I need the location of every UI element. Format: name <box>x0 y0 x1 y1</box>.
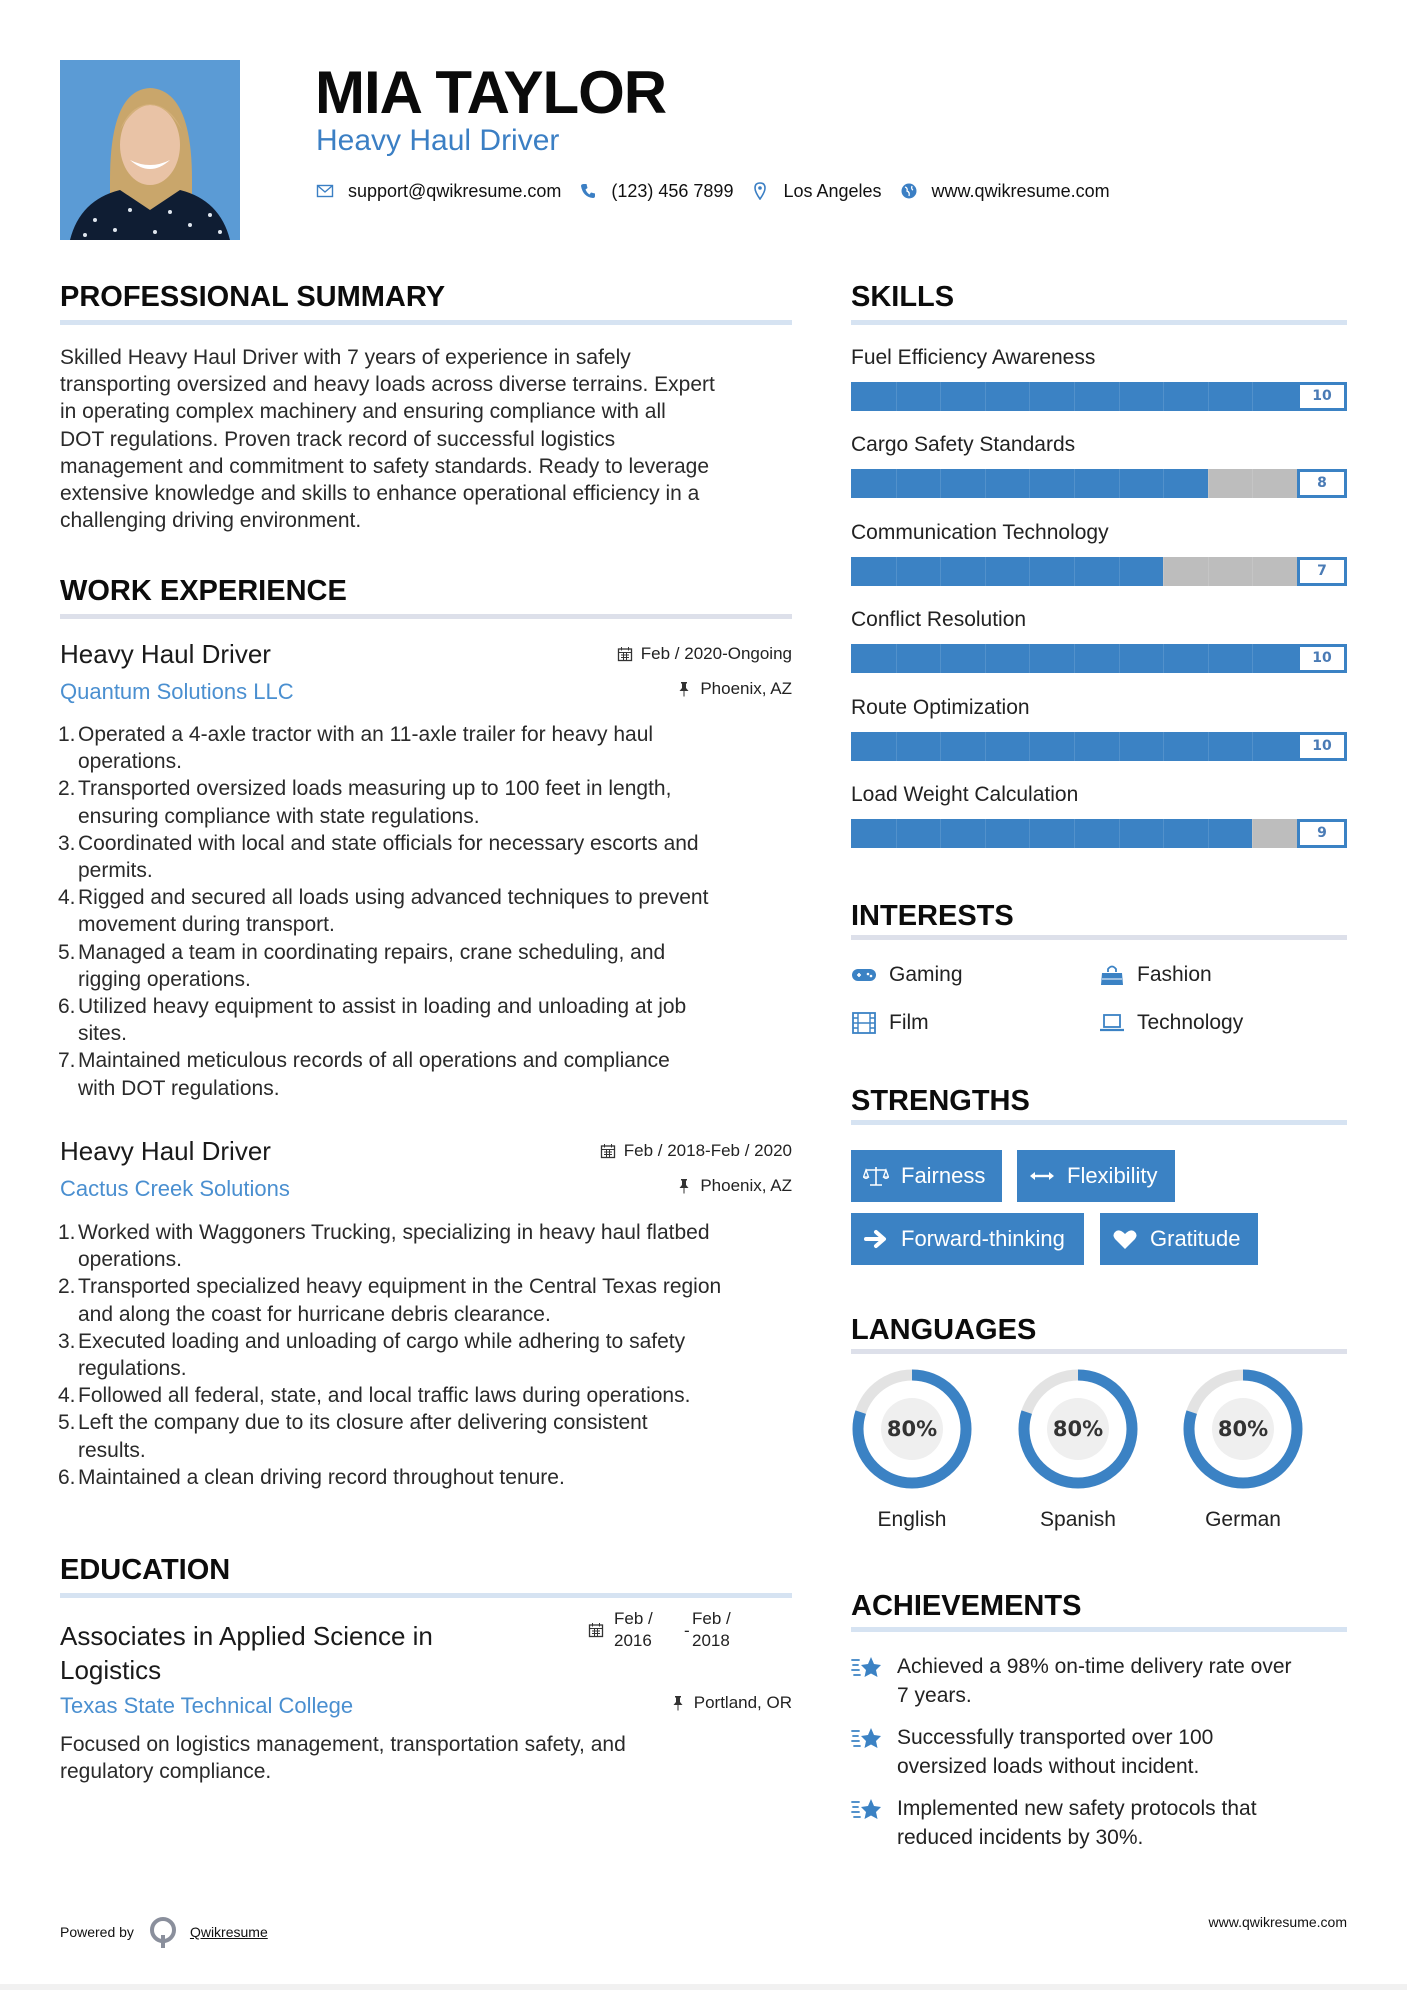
skill-bar-segment <box>896 557 897 586</box>
footer-powered-by <box>60 1915 268 1949</box>
skills-divider <box>851 320 1347 325</box>
experience-divider <box>60 614 792 619</box>
candidate-name: MIA TAYLOR <box>315 59 667 126</box>
summary-divider <box>60 320 792 325</box>
summary-line: DOT regulations. Proven track record of successful logistics <box>60 427 616 451</box>
contact-website[interactable] <box>900 178 1110 204</box>
skill-bar-segment <box>1119 382 1120 411</box>
contact-bar <box>316 178 1128 204</box>
achievements-heading: ACHIEVEMENTS <box>851 1590 1082 1622</box>
skill-score: 10 <box>1297 644 1347 673</box>
skill-bar-segment <box>1029 819 1030 848</box>
skill-label: Load Weight Calculation <box>851 783 1079 806</box>
interest-film: Film <box>851 1009 929 1037</box>
skill-bar-segment <box>1074 382 1075 411</box>
pushpin-icon <box>676 681 692 697</box>
skill-bar-segment <box>896 819 897 848</box>
education-description: Focused on logistics management, transportation safety, and regulatory compliance. <box>60 1733 626 1784</box>
balance-scale-icon <box>863 1165 889 1187</box>
list-item: 1. Worked with Waggoners Trucking, specializing in heavy haul flatbed operations. <box>58 1221 710 1272</box>
education-location-text: Portland, OR <box>693 1693 792 1712</box>
school-name: Texas State Technical College <box>60 1693 354 1718</box>
phone-icon <box>579 182 597 200</box>
skill-bar-fill <box>851 382 1347 411</box>
skill-bar-segment <box>940 644 941 673</box>
skill-label: Conflict Resolution <box>851 608 1027 631</box>
language-percent: 80% <box>1052 1417 1104 1441</box>
skill-bar-segment <box>1119 732 1120 761</box>
job-location-text: Phoenix, AZ <box>700 679 792 698</box>
portrait-image <box>60 60 240 240</box>
skill-label: Fuel Efficiency Awareness <box>851 346 1096 369</box>
skill-bar-segment <box>896 469 897 498</box>
arrow-right-icon <box>863 1228 889 1250</box>
skill-bar-segment <box>1074 732 1075 761</box>
job-duties-list <box>60 1219 792 1491</box>
summary-heading: PROFESSIONAL SUMMARY <box>60 281 446 313</box>
email-text: support@qwikresume.com <box>348 181 562 201</box>
achievements-divider <box>851 1627 1347 1632</box>
skill-bar-segment <box>1208 469 1209 498</box>
skill-bar-segment <box>940 557 941 586</box>
skill-bar-segment <box>1252 382 1253 411</box>
skill-bar-segment <box>896 382 897 411</box>
pushpin-icon <box>670 1695 686 1711</box>
skill-bar-segment <box>1029 469 1030 498</box>
skill-rating-bar <box>851 382 1347 411</box>
summary-line: management and commitment to safety standards. Ready to leverage <box>60 454 710 478</box>
strength-badge-fairness: Fairness <box>851 1150 1002 1202</box>
envelope-icon <box>316 182 334 200</box>
summary-line: transporting oversized and heavy loads across diverse terrains. Expert <box>60 373 715 397</box>
skill-score: 10 <box>1297 732 1347 761</box>
language-percent: 80% <box>1217 1417 1269 1441</box>
company-name: Quantum Solutions LLC <box>60 679 294 704</box>
skill-score: 8 <box>1297 469 1347 498</box>
list-item: 7. Maintained meticulous records of all operations and compliance with DOT regulations. <box>58 1049 670 1100</box>
location-text: Los Angeles <box>783 181 882 201</box>
language-german <box>1182 1368 1304 1531</box>
skill-bar-segment <box>1163 819 1164 848</box>
summary-line: extensive knowledge and skills to enhance operational efficiency in a <box>60 482 700 506</box>
education-heading: EDUCATION <box>60 1554 231 1586</box>
map-marker-icon <box>751 182 769 200</box>
contact-email[interactable] <box>316 178 561 204</box>
skill-bar-segment <box>940 819 941 848</box>
powered-by-label: Powered by <box>60 1924 134 1940</box>
date-separator: - <box>684 1621 690 1640</box>
interests-heading: INTERESTS <box>851 900 1014 932</box>
job-duties-list <box>60 721 792 1102</box>
experience-heading: WORK EXPERIENCE <box>60 575 347 607</box>
pushpin-icon <box>676 1178 692 1194</box>
skill-bar-fill <box>851 732 1347 761</box>
skill-bar-segment <box>985 819 986 848</box>
skill-bar-segment <box>1252 469 1253 498</box>
shopping-bag-icon <box>1099 964 1125 986</box>
skill-bar-segment <box>1119 469 1120 498</box>
skill-rating-bar <box>851 469 1347 498</box>
job-title: Heavy Haul Driver <box>60 639 271 669</box>
list-item: 3. Executed loading and unloading of cargo while adhering to safety regulations. <box>58 1329 686 1381</box>
strengths-divider <box>851 1120 1347 1125</box>
skill-bar-segment <box>896 644 897 673</box>
heart-icon <box>1112 1228 1138 1250</box>
strengths-heading: STRENGTHS <box>851 1085 1030 1117</box>
skill-bar-segment <box>1119 819 1120 848</box>
job-location <box>676 678 792 700</box>
languages-divider <box>851 1349 1347 1354</box>
job-dates-text: Feb / 2018-Feb / 2020 <box>623 1141 792 1160</box>
skill-score: 9 <box>1297 819 1347 848</box>
education-dates <box>588 1608 731 1652</box>
education-divider <box>60 1593 792 1598</box>
strength-badge-flexibility: Flexibility <box>1017 1150 1175 1202</box>
degree-title: Associates in Applied Science in Logistics <box>60 1621 433 1685</box>
skill-bar-segment <box>1252 732 1253 761</box>
skills-heading: SKILLS <box>851 281 955 313</box>
skill-rating-bar <box>851 557 1347 586</box>
website-text: www.qwikresume.com <box>931 181 1110 201</box>
skill-bar-segment <box>1029 557 1030 586</box>
skill-bar-segment <box>985 644 986 673</box>
calendar-icon <box>588 1622 604 1638</box>
gamepad-icon <box>851 964 877 986</box>
skill-bar-segment <box>1074 469 1075 498</box>
skill-bar-fill <box>851 644 1347 673</box>
achievement-item: Implemented new safety protocols that reduced incidents by 30%. <box>851 1794 1347 1852</box>
achievement-item: Successfully transported over 100 oversized loads without incident. <box>851 1723 1347 1781</box>
skill-bar-segment <box>1208 732 1209 761</box>
skill-bar-segment <box>896 732 897 761</box>
language-english <box>851 1368 973 1531</box>
skill-bar-segment <box>985 469 986 498</box>
skill-bar-segment <box>1252 644 1253 673</box>
skill-label: Communication Technology <box>851 521 1109 544</box>
interest-gaming: Gaming <box>851 961 963 989</box>
job-location <box>676 1175 792 1197</box>
skill-bar-segment <box>1163 469 1164 498</box>
skill-bar-segment <box>1074 557 1075 586</box>
skill-bar-segment <box>1208 644 1209 673</box>
skill-label: Cargo Safety Standards <box>851 433 1076 456</box>
skill-bar-segment <box>1208 382 1209 411</box>
shooting-star-icon <box>851 1796 883 1824</box>
interest-fashion: Fashion <box>1099 961 1212 989</box>
language-name: Spanish <box>1040 1508 1116 1531</box>
interests-divider <box>851 935 1347 940</box>
skill-bar-segment <box>1163 732 1164 761</box>
skill-bar-segment <box>1029 732 1030 761</box>
skill-score: 10 <box>1297 382 1347 411</box>
skill-bar-segment <box>1074 819 1075 848</box>
profile-photo <box>60 60 240 240</box>
skill-bar-segment <box>1119 557 1120 586</box>
skill-bar-segment <box>1163 557 1164 586</box>
skill-bar-fill <box>851 557 1163 586</box>
education-location <box>670 1692 792 1714</box>
list-item: 3. Coordinated with local and state officials for necessary escorts and permits. <box>58 831 699 883</box>
laptop-icon <box>1099 1012 1125 1034</box>
shooting-star-icon <box>851 1725 883 1753</box>
strength-badge-forward-thinking: Forward-thinking <box>851 1213 1084 1265</box>
summary-line: Skilled Heavy Haul Driver with 7 years of experience in safely <box>60 346 631 369</box>
job-title: Heavy Haul Driver <box>60 1136 271 1166</box>
list-item: 5. Left the company due to its closure after delivering consistent results. <box>58 1411 648 1462</box>
skill-bar-segment <box>985 732 986 761</box>
skill-bar-segment <box>1252 819 1253 848</box>
list-item: 1. Operated a 4-axle tractor with an 11-axle trailer for heavy haul operations. <box>58 723 654 774</box>
language-spanish <box>1017 1368 1139 1531</box>
shooting-star-icon <box>851 1654 883 1682</box>
skill-rating-bar <box>851 732 1347 761</box>
job-location-text: Phoenix, AZ <box>700 1176 792 1195</box>
languages-heading: LANGUAGES <box>851 1314 1037 1346</box>
page-bottom-edge <box>0 1984 1407 1990</box>
language-percent: 80% <box>886 1417 938 1441</box>
skill-rating-bar <box>851 819 1347 848</box>
start-date: Feb / 2016 <box>614 1609 653 1650</box>
list-item: 2. Transported specialized heavy equipment in the Central Texas region and along the coast for hurricane debris clearance. <box>58 1275 722 1326</box>
skill-bar-fill <box>851 819 1252 848</box>
film-icon <box>851 1012 877 1034</box>
contact-phone[interactable] <box>579 178 733 204</box>
list-item: 4. Rigged and secured all loads using advanced techniques to prevent movement during transport. <box>58 886 709 937</box>
skill-bar-segment <box>1208 819 1209 848</box>
contact-location <box>751 178 881 204</box>
list-item: 6. Utilized heavy equipment to assist in loading and unloading at job sites. <box>58 995 687 1046</box>
skill-bar-segment <box>985 557 986 586</box>
qwikresume-logo-icon <box>148 1915 178 1949</box>
skill-bar-segment <box>940 732 941 761</box>
calendar-icon <box>617 646 633 662</box>
skill-bar-segment <box>1029 644 1030 673</box>
job-dates-text: Feb / 2020-Ongoing <box>640 644 792 663</box>
language-name: German <box>1205 1508 1281 1531</box>
calendar-icon <box>600 1143 616 1159</box>
summary-text <box>60 344 792 534</box>
arrows-horizontal-icon <box>1029 1165 1055 1187</box>
skill-bar-segment <box>1119 644 1120 673</box>
footer-website[interactable]: www.qwikresume.com <box>1208 1914 1347 1930</box>
skill-bar-segment <box>940 382 941 411</box>
skill-bar-segment <box>1163 382 1164 411</box>
list-item: 2. Transported oversized loads measuring up to 100 feet in length, ensuring compliance with state regulations. <box>58 777 672 828</box>
job-dates <box>600 1140 792 1162</box>
list-item: 5. Managed a team in coordinating repairs, crane scheduling, and rigging operations. <box>58 940 666 991</box>
skill-bar-segment <box>1252 557 1253 586</box>
skill-bar-segment <box>940 469 941 498</box>
interest-technology: Technology <box>1099 1009 1243 1037</box>
strength-badge-gratitude: Gratitude <box>1100 1213 1258 1265</box>
candidate-title: Heavy Haul Driver <box>316 124 560 157</box>
globe-icon <box>900 182 918 200</box>
skill-rating-bar <box>851 644 1347 673</box>
company-name: Cactus Creek Solutions <box>60 1176 290 1201</box>
summary-line: challenging driving environment. <box>60 509 362 533</box>
skill-bar-segment <box>985 382 986 411</box>
skill-score: 7 <box>1297 557 1347 586</box>
skill-bar-segment <box>1029 382 1030 411</box>
skill-bar-segment <box>1163 644 1164 673</box>
end-date: Feb / 2018 <box>692 1609 731 1650</box>
list-item: 6. Maintained a clean driving record throughout tenure. <box>58 1465 565 1489</box>
phone-text: (123) 456 7899 <box>611 181 734 201</box>
qwikresume-link[interactable]: Qwikresume <box>189 1924 268 1940</box>
language-name: English <box>877 1508 947 1531</box>
job-dates <box>617 643 792 665</box>
achievement-item: Achieved a 98% on-time delivery rate over 7 years. <box>851 1652 1347 1710</box>
skill-label: Route Optimization <box>851 696 1030 719</box>
list-item: 4. Followed all federal, state, and local traffic laws during operations. <box>58 1384 691 1408</box>
skill-bar-segment <box>1208 557 1209 586</box>
skill-bar-segment <box>1074 644 1075 673</box>
summary-line: in operating complex machinery and ensuring compliance with all <box>60 400 666 424</box>
